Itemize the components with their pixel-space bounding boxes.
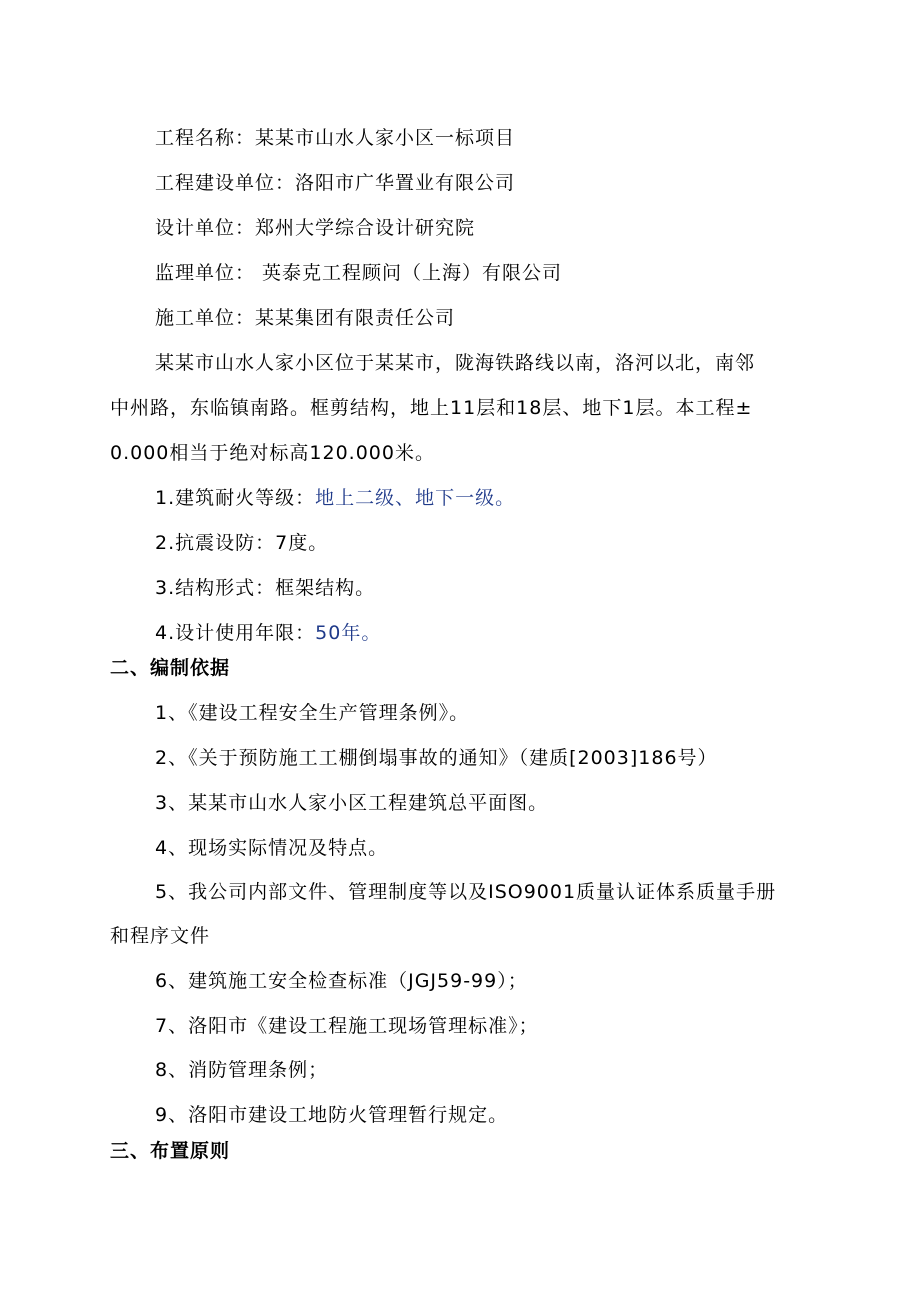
overview-line-3: 0.000相当于绝对标高120.000米。 [110, 442, 435, 464]
basis-item-5-cont: 和程序文件 [110, 925, 211, 947]
spec-fire-rating [155, 483, 855, 513]
overview-line-1: 某某市山水人家小区位于某某市，陇海铁路线以南，洛河以北，南邻 [155, 352, 756, 374]
basis-item-7: 7、洛阳市《建设工程施工现场管理标准》； [155, 1015, 539, 1037]
basis-item-9: 9、洛阳市建设工地防火管理暂行规定。 [155, 1104, 509, 1126]
basis-item-3: 3、某某市山水人家小区工程建筑总平面图。 [155, 792, 549, 814]
spec-life-label: 4.设计使用年限： [155, 622, 316, 644]
basis-item-2: 2、《关于预防施工工棚倒塌事故的通知》（建质[2003]186号） [155, 747, 718, 769]
spec-seismic: 2.抗震设防：7度。 [155, 532, 329, 554]
project-owner: 工程建设单位：洛阳市广华置业有限公司 [155, 172, 516, 194]
spec-fire-value: 地上二级、地下一级。 [315, 487, 516, 509]
spec-fire-label: 1.建筑耐火等级： [155, 487, 316, 509]
basis-item-1: 1、《建设工程安全生产管理条例》。 [155, 702, 470, 724]
section-2-heading: 二、编制依据 [110, 657, 231, 679]
spec-design-life [155, 618, 855, 648]
basis-item-8: 8、消防管理条例； [155, 1059, 329, 1081]
project-contractor: 施工单位：某某集团有限责任公司 [155, 307, 456, 329]
basis-item-5: 5、我公司内部文件、管理制度等以及ISO9001质量认证体系质量手册 [155, 881, 777, 903]
spec-structure: 3.结构形式：框架结构。 [155, 577, 376, 599]
project-designer: 设计单位：郑州大学综合设计研究院 [155, 217, 476, 239]
basis-item-4: 4、现场实际情况及特点。 [155, 837, 389, 859]
project-name: 工程名称：某某市山水人家小区一标项目 [155, 127, 516, 149]
section-3-heading: 三、布置原则 [110, 1140, 231, 1162]
spec-life-value: 50年。 [315, 622, 382, 644]
overview-line-2: 中州路，东临镇南路。框剪结构，地上11层和18层、地下1层。本工程± [110, 397, 753, 419]
basis-item-6: 6、建筑施工安全检查标准（JGJ59-99）； [155, 970, 528, 992]
project-supervisor: 监理单位： 英泰克工程顾问（上海）有限公司 [155, 262, 563, 284]
